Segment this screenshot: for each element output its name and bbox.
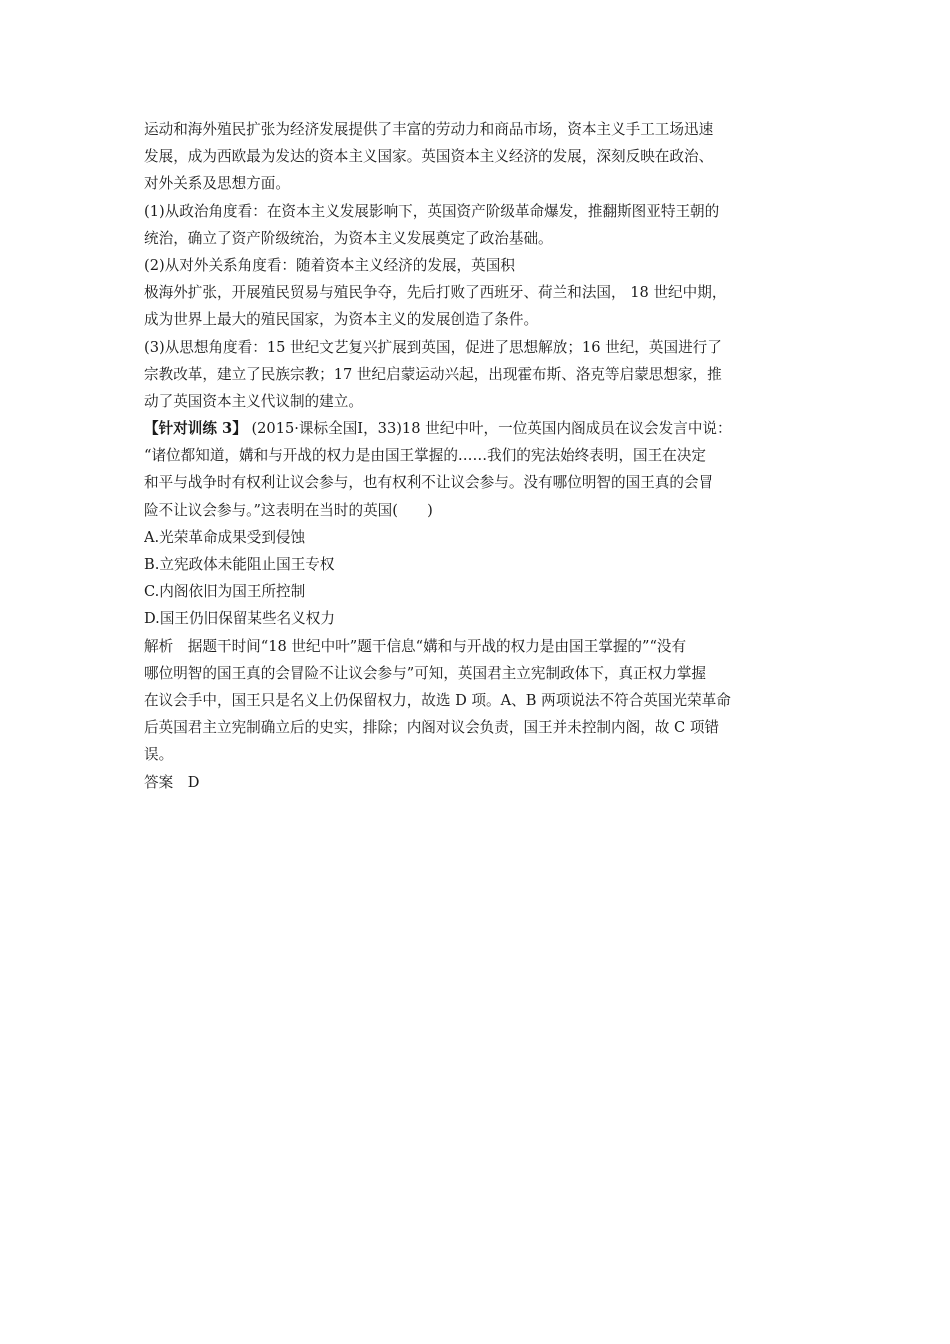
option-d: D.国王仍旧保留某些名义权力 xyxy=(144,610,335,628)
exercise-line: “诸位都知道，媾和与开战的权力是由国王掌握的……我们的宪法始终表明，国王在决定 xyxy=(144,447,707,465)
point-3-line: 动了英国资本主义代议制的建立。 xyxy=(144,392,363,410)
analysis-line: 解析 据题干时间“18 世纪中叶”题干信息“媾和与开战的权力是由国王掌握的”“没有 xyxy=(144,637,687,655)
point-3-line: (3)从思想角度看：15 世纪文艺复兴扩展到英国，促进了思想解放；16 世纪，英国进行了 xyxy=(144,338,722,356)
answer-line: 答案 D xyxy=(144,773,200,791)
option-c: C.内阁依旧为国王所控制 xyxy=(144,583,306,601)
exercise-label: 【针对训练 3】 xyxy=(144,420,247,438)
point-2-line: 极海外扩张，开展殖民贸易与殖民争夺，先后打败了西班牙、荷兰和法国， 18 世纪中期， xyxy=(144,284,727,302)
analysis-line: 后英国君主立宪制确立后的史实，排除；内阁对议会负责，国王并未控制内阁，故 C 项错 xyxy=(144,719,720,737)
option-a: A.光荣革命成果受到侵蚀 xyxy=(144,528,306,546)
point-2-line: 成为世界上最大的殖民国家，为资本主义的发展创造了条件。 xyxy=(144,311,539,329)
intro-line: 发展，成为西欧最为发达的资本主义国家。英国资本主义经济的发展，深刻反映在政治、 xyxy=(144,148,714,166)
option-b: B.立宪政体未能阻止国王专权 xyxy=(144,556,335,573)
exercise-line: 险不让议会参与。”这表明在当时的英国( ) xyxy=(144,501,433,519)
point-1-line: (1)从政治角度看：在资本主义发展影响下，英国资产阶级革命爆发，推翻斯图亚特王朝的 xyxy=(144,202,720,220)
exercise-heading-line xyxy=(144,415,834,442)
document-body xyxy=(144,116,834,796)
intro-line: 运动和海外殖民扩张为经济发展提供了丰富的劳动力和商品市场，资本主义手工工场迅速 xyxy=(144,121,714,138)
analysis-line: 误。 xyxy=(144,746,174,764)
exercise-line: 和平与战争时有权利让议会参与，也有权利不让议会参与。没有哪位明智的国王真的会冒 xyxy=(144,474,714,492)
point-1-line: 统治，确立了资产阶级统治，为资本主义发展奠定了政治基础。 xyxy=(144,229,553,247)
intro-line: 对外关系及思想方面。 xyxy=(144,175,290,193)
analysis-line: 在议会手中，国王只是名义上仍保留权力，故选 D 项。A、B 两项说法不符合英国光荣革命 xyxy=(144,691,731,709)
analysis-line: 哪位明智的国王真的会冒险不让议会参与”可知，英国君主立宪制政体下，真正权力掌握 xyxy=(144,664,707,682)
point-2-line: (2)从对外关系角度看：随着资本主义经济的发展，英国积 xyxy=(144,256,515,274)
exercise-source: (2015·课标全国Ⅰ，33)18 世纪中叶，一位英国内阁成员在议会发言中说： xyxy=(246,420,732,438)
point-3-line: 宗教改革，建立了民族宗教；17 世纪启蒙运动兴起，出现霍布斯、洛克等启蒙思想家，推 xyxy=(144,365,722,383)
